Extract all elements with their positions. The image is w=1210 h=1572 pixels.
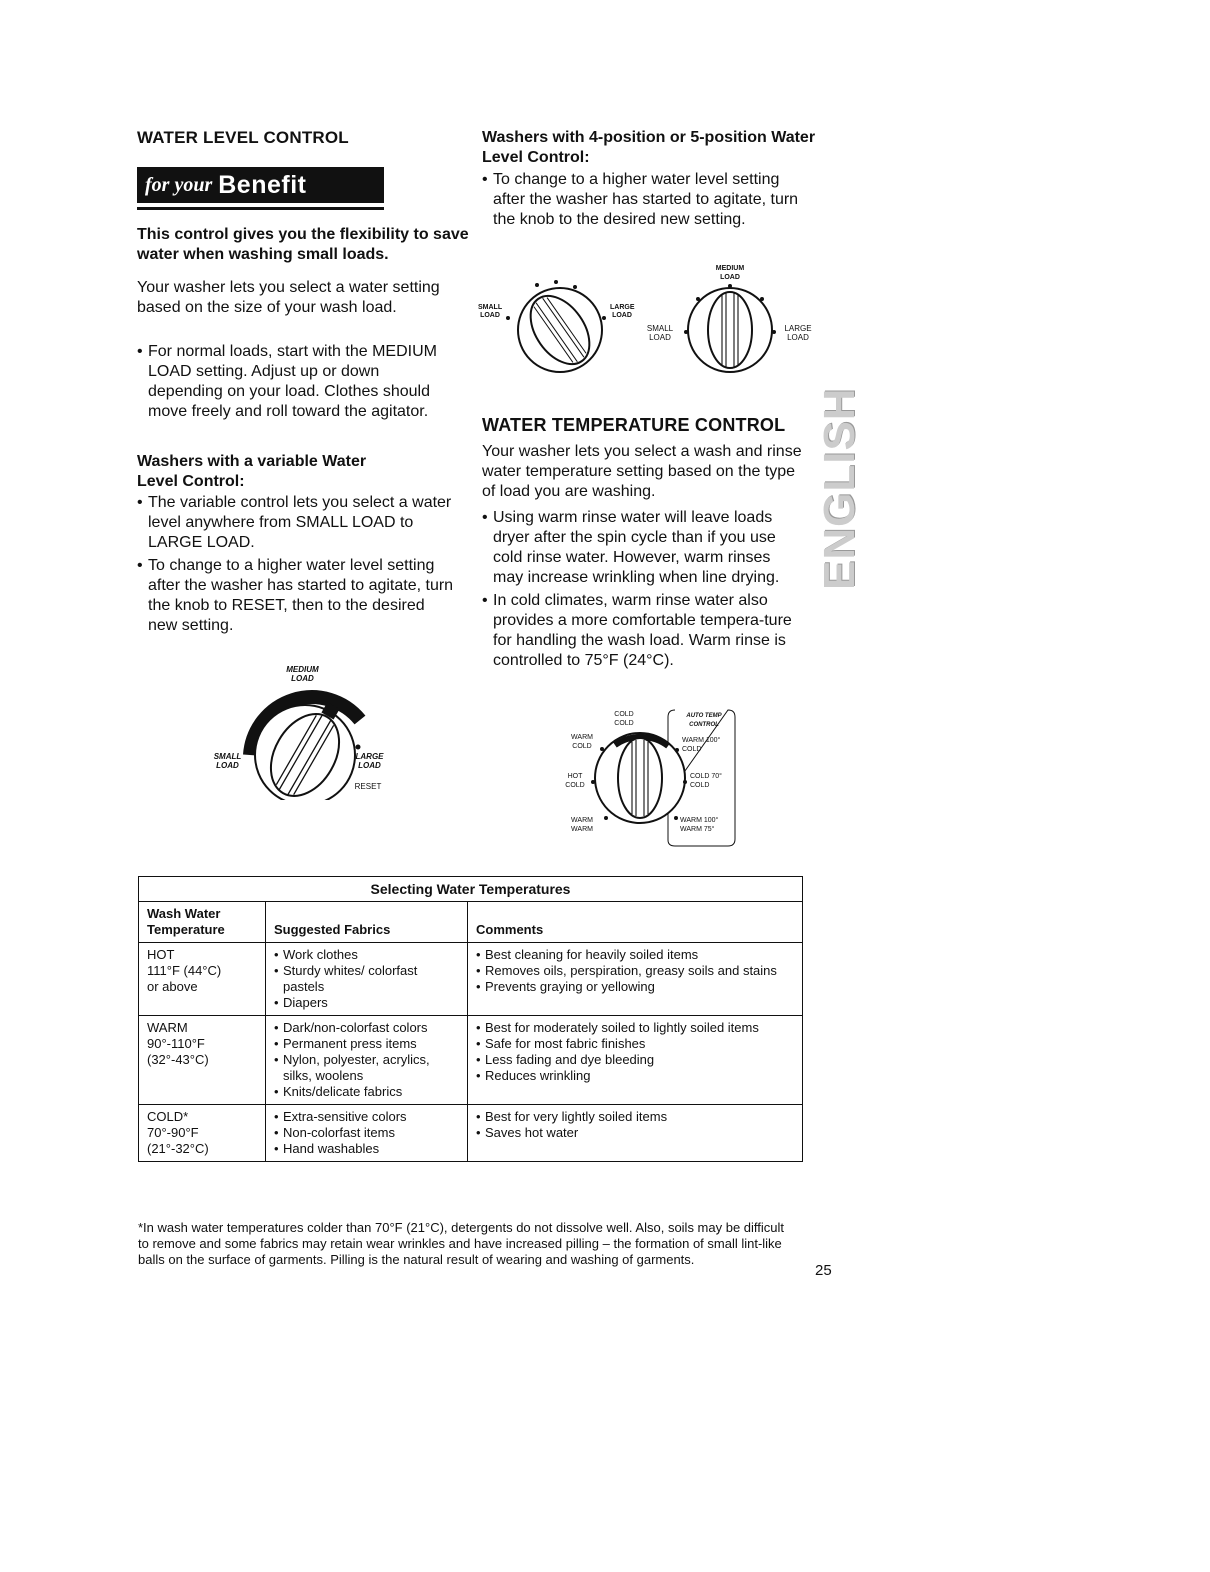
dial-medium-label: MEDIUM LOAD — [286, 665, 319, 683]
level-intro: Your washer lets you select a water setting based on the size of your wash load. — [137, 279, 440, 316]
temperature-bullet-cold-climate: • In cold climates, warm rinse water also provides a more comfortable tempera-ture for handling the wash load. Warm rinse is controlled to 75°F (24°C). — [482, 591, 802, 671]
banner-benefit: Benefit — [218, 170, 307, 199]
temp-cold-cold-label: COLD COLD — [614, 711, 634, 727]
temperature-dial — [560, 700, 745, 850]
fabric-item: • Dark/non-colorfast colors — [274, 1020, 459, 1036]
table-header-fabrics: Suggested Fabrics — [266, 902, 468, 943]
variable-heading: Washers with a variable Water Level Control: — [137, 453, 367, 490]
fabric-item: • Knits/delicate fabrics — [274, 1084, 459, 1100]
temperature-bullets — [482, 508, 802, 674]
comment-item: • Best for very lightly soiled items — [476, 1109, 794, 1125]
variable-bullets — [137, 493, 457, 639]
table-cell-fabrics — [266, 943, 468, 1016]
level-bullets — [137, 342, 457, 425]
comment-item: • Safe for most fabric finishes — [476, 1036, 794, 1052]
five-dial-small-label: SMALL LOAD — [646, 324, 674, 342]
four-dial-large-label: LARGE LOAD — [610, 304, 635, 319]
temp-warm-cold-label: WARM COLD — [571, 734, 593, 750]
temp-cold70-cold-label: COLD 70° COLD — [690, 773, 722, 789]
four-dial-small-label: SMALL LOAD — [478, 304, 503, 319]
banner-for-your: for your — [145, 173, 213, 196]
benefit-text: This control gives you the flexibility to save water when washing small loads. — [137, 226, 469, 263]
four-position-dial — [480, 280, 645, 380]
table-cell-comments — [468, 1016, 803, 1105]
temperature-intro: Your washer lets you select a wash and rinse water temperature setting based on the type of load you are washing. — [482, 443, 802, 500]
table-cell-fabrics — [266, 1105, 468, 1162]
fabric-item: • Permanent press items — [274, 1036, 459, 1052]
fabric-item: • Sturdy whites/ colorfast pastels — [274, 963, 459, 995]
five-dial-large-label: LARGE LOAD — [784, 324, 812, 342]
temp-auto-control-label: AUTO TEMP CONTROL — [686, 713, 722, 728]
position-bullet: • To change to a higher water level setting after the washer has started to agitate, turn the knob to the desired new setting. — [482, 170, 802, 230]
table-cell-fabrics — [266, 1016, 468, 1105]
temperature-bullet-warm-rinse: • Using warm rinse water will leave loads dryer after the spin cycle than if you use cold rinse water. However, warm rinses may increase wrinkling when line drying. — [482, 508, 802, 588]
table-header-temperature: Wash Water Temperature — [139, 902, 266, 943]
four-position-dial-graphic — [480, 280, 645, 380]
temp-warm-warm-label: WARM WARM — [571, 817, 593, 833]
comment-item: • Prevents graying or yellowing — [476, 979, 794, 995]
comment-item: • Less fading and dye bleeding — [476, 1052, 794, 1068]
fabric-item: • Nylon, polyester, acrylics, silks, woolens — [274, 1052, 459, 1084]
table-row-cold — [139, 1105, 803, 1162]
table-footnote: *In wash water temperatures colder than 70°F (21°C), detergents do not dissolve well. Also, soils may be difficult to remove and some fabrics may retain wear wrinkles and have increased pilling – the formation of small lint-like balls on the surface of garments. Pilling is the natural result of wearing and washing of garments. — [138, 1220, 785, 1267]
comment-item: • Removes oils, perspiration, greasy soils and stains — [476, 963, 794, 979]
table-cell-temp: WARM 90°-110°F (32°-43°C) — [139, 1016, 266, 1105]
page-number: 25 — [815, 1262, 832, 1279]
level-bullet-normal: • For normal loads, start with the MEDIUM LOAD setting. Adjust up or down depending on your load. Clothes should move freely and roll toward the agitator. — [137, 342, 457, 422]
table-header-comments: Comments — [468, 902, 803, 943]
fabric-item: • Non-colorfast items — [274, 1125, 459, 1141]
table-row-warm — [139, 1016, 803, 1105]
table-cell-temp: HOT 111°F (44°C) or above — [139, 943, 266, 1016]
five-dial-medium-label: MEDIUM LOAD — [715, 265, 745, 281]
position-heading: Washers with 4-position or 5-position Water Level Control: — [482, 129, 816, 166]
comment-item: • Best cleaning for heavily soiled items — [476, 947, 794, 963]
water-level-heading: WATER LEVEL CONTROL — [137, 128, 349, 147]
fabric-item: • Diapers — [274, 995, 459, 1011]
water-temperature-table — [138, 876, 803, 1162]
fabric-item: • Work clothes — [274, 947, 459, 963]
five-position-dial — [640, 262, 820, 382]
dial-large-label: LARGE LOAD — [355, 752, 384, 770]
table-cell-comments — [468, 943, 803, 1016]
position-bullets — [482, 170, 802, 233]
variable-bullet-reset: • To change to a higher water level setting after the washer has started to agitate, turn the knob to RESET, then to the desired new setting. — [137, 556, 457, 636]
temp-warm100-warm75-label: WARM 100° WARM 75° — [680, 817, 719, 833]
table-cell-comments — [468, 1105, 803, 1162]
comment-item: • Saves hot water — [476, 1125, 794, 1141]
temperature-heading: WATER TEMPERATURE CONTROL — [482, 415, 786, 435]
for-your-benefit-banner — [137, 167, 384, 210]
banner-underline — [137, 207, 384, 210]
table-title: Selecting Water Temperatures — [139, 877, 803, 902]
table-cell-temp: COLD* 70°-90°F (21°-32°C) — [139, 1105, 266, 1162]
variable-bullet-range: • The variable control lets you select a water level anywhere from SMALL LOAD to LARGE LOAD. — [137, 493, 457, 553]
variable-level-dial — [210, 660, 410, 800]
temp-warm100-cold-label: WARM 100° COLD — [682, 737, 721, 753]
comment-item: • Reduces wrinkling — [476, 1068, 794, 1084]
table-row-hot — [139, 943, 803, 1016]
fabric-item: • Hand washables — [274, 1141, 459, 1157]
temp-hot-cold-label: HOT COLD — [565, 773, 585, 789]
english-side-tab: ENGLISH — [815, 387, 864, 590]
comment-item: • Best for moderately soiled to lightly soiled items — [476, 1020, 794, 1036]
dial-small-label: SMALL LOAD — [213, 752, 242, 770]
dial-reset-label: RESET — [354, 782, 382, 791]
fabric-item: • Extra-sensitive colors — [274, 1109, 459, 1125]
